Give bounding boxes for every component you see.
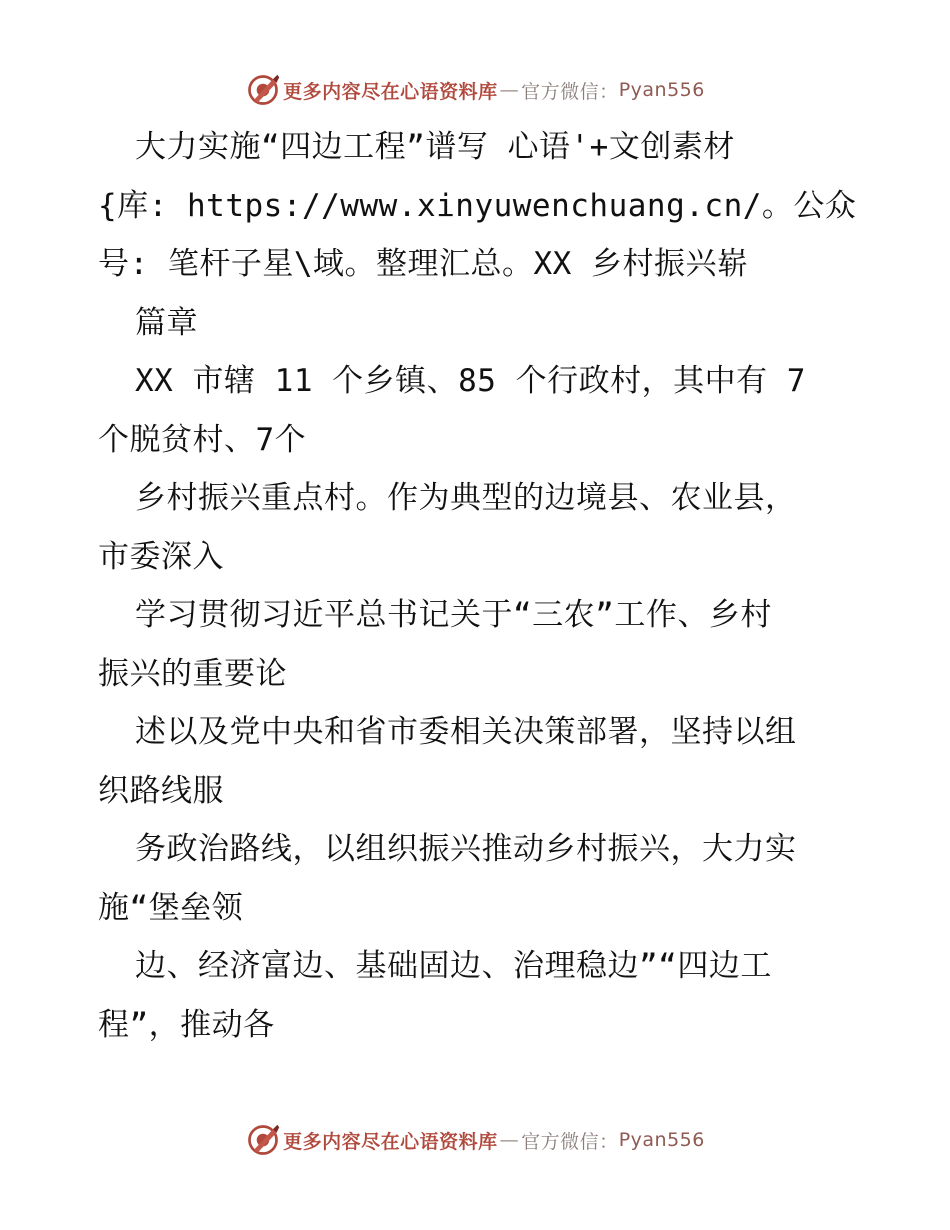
banner-text [283,77,705,104]
text-line: 个脱贫村、7个 [98,421,307,458]
header-watermark-banner [0,70,950,110]
banner-separator: — [499,79,520,101]
pen-nib-logo-icon [245,1122,281,1158]
text-line: 篇章 [135,304,198,341]
text-line: {库: https://www.xinyuwenchuang.cn/。公众 [98,187,857,224]
text-line: 织路线服 [98,772,224,809]
text-line: 市委深入 [98,538,224,575]
banner-slogan: 更多内容尽在心语资料库 [283,80,498,103]
banner-wechat-label: 官方微信： [521,80,619,103]
footer-watermark-banner [0,1120,950,1160]
text-line: 边、经济富边、基础固边、治理稳边”“四边工 [135,948,772,984]
banner-wechat-id: Pyan556 [618,79,705,101]
text-line: 号: 笔杆子星\域。整理汇总。XX 乡村振兴崭 [98,246,749,282]
text-line: 程”，推动各 [98,1006,275,1043]
text-line: 学习贯彻习近平总书记关于“三农”工作、乡村 [135,597,772,633]
pen-nib-logo-icon [245,72,281,108]
text-line: 大力实施“四边工程”谱写 心语'+文创素材 [135,129,735,165]
text-line: XX 市辖 11 个乡镇、85 个行政村，其中有 7 [135,363,806,399]
text-line: 振兴的重要论 [98,655,287,692]
text-line: 述以及党中央和省市委相关决策部署，坚持以组 [135,714,797,750]
document-body [98,118,868,1054]
banner-separator: — [499,1129,520,1151]
banner-text [283,1127,705,1154]
text-line: 乡村振兴重点村。作为典型的边境县、农业县， [135,480,797,516]
text-line: 施“堡垒领 [98,889,244,926]
text-line: 务政治路线，以组织振兴推动乡村振兴，大力实 [135,831,797,867]
banner-wechat-id: Pyan556 [618,1129,705,1151]
banner-wechat-label: 官方微信： [521,1130,619,1153]
banner-slogan: 更多内容尽在心语资料库 [283,1130,498,1153]
